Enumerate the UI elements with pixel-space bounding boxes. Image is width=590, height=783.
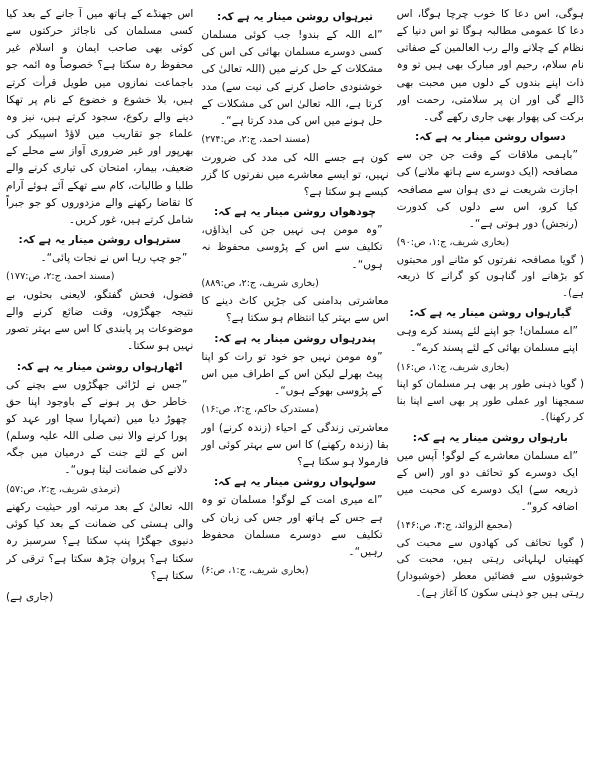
citation: (ترمذی شریف، ج:۲، ص:۵۷) (6, 483, 121, 495)
section-heading: اٹھارہواں روشن مینار یہ ہے کہ: (16, 360, 183, 373)
paragraph: معاشرتی بدامنی کی جڑیں کاٹ دینے کا اس سے بہتر کیا انتظام ہو سکتا ہے؟ (201, 295, 389, 325)
section-heading: تیرہواں روشن مینار یہ ہے کہ: (217, 11, 373, 23)
section-heading: بارہواں روشن مینار یہ ہے کہ: (412, 431, 568, 444)
column-left (6, 6, 193, 779)
section-heading: گیارہواں روشن مینار یہ ہے کہ: (409, 307, 572, 320)
paragraph: ہوگی، اس دعا کا خوب چرچا ہوگا، اس دعا کا عمومی مطالبہ ہوگا تو اس دنیا کے نظام کے چلانے والے رب العالمین کے صفاتی نام سلام، رحیم اور مبارک بھی ہیں تو وہ ذات اپنے بندوں کے دلوں میں محبت بھی ڈالے گی اور ان پر سلامتی، رحمت اور برکت کی پھوار بھی جاری رکھے گی۔ (396, 8, 584, 123)
column-right (397, 6, 584, 779)
paragraph: معاشرتی زندگی کے احیاء (زندہ کرنے) اور بقا (زندہ رکھنے) کا اس سے بہتر کوئی اور فارمولا ہو سکتا ہے؟ (201, 421, 389, 469)
continued-note: (جاری ہے) (6, 590, 54, 603)
section-heading: سترہواں روشن مینار یہ ہے کہ: (18, 234, 181, 247)
explanatory-note: ( گویا تحائف کی کھادوں سے محبت کی کھیتیاں لہلہاتی رہتی ہیں، محبت کی خوشبوؤں سے فضائیں معطر (خوشبودار) رہتی ہیں جو ذہنی سکون کا آغاز ہے)۔ (396, 537, 584, 599)
hadith-quote: ”جو چپ رہا اس نے نجات پائی“۔ (40, 252, 188, 265)
citation: (مجمع الزوائد، ج:۴، ص:۱۴۶) (396, 520, 513, 532)
explanatory-note: ( گویا ذہنی طور پر بھی ہر مسلمان کو اپنا سمجھنا اور عملی طور پر بھی اسے اپنا بنا کر رکھنا)۔ (396, 379, 584, 424)
citation: (بخاری شریف، ج:۱، ص:۹۰) (396, 237, 510, 249)
citation: (مسند احمد، ج:۲، ص:۲۷۴) (201, 134, 310, 146)
paragraph: فضول، فحش گفتگو، لایعنی بحثوں، بے نتیجہ جھگڑوں، وقت ضائع کرنے والے موضوعات پر پابندی کا اس سے بہتر تصور نہیں ہو سکتا۔ (6, 288, 194, 353)
hadith-quote: ”وہ مومن ہی نہیں جن کی ایذاؤں، تکلیف سے اس کے پڑوسی محفوظ نہ ہوں“۔ (201, 224, 383, 271)
hadith-quote: ”اے اللہ کے بندو! جب کوئی مسلمان کسی دوسرے مسلمان بھائی کی اس کی مشکلات کے حل کرنے میں (اللہ تعالیٰ کی خوشنودی حاصل کرنے کی نیت سے) مدد کرتا ہے، اللہ تعالیٰ اس کی مشکلات کے حل ہونے میں اس کی مدد کرتا ہے“۔ (201, 29, 383, 127)
citation: (بخاری شریف، ج:۱، ص:۱۶) (396, 361, 510, 373)
hadith-quote: ”اے مسلمان! جو اپنے لئے پسند کرے وہی اپنے مسلمان بھائی کے لئے پسند کرے“۔ (396, 325, 578, 355)
section-heading: چودھواں روشن مینار یہ ہے کہ: (214, 206, 376, 219)
section-heading: سولہواں روشن مینار یہ ہے کہ: (213, 476, 377, 489)
hadith-quote: ”جس نے لڑائی جھگڑوں سے بچنے کی خاطر حق پر ہونے کے باوجود اپنا حق چھوڑ دیا میں (تمہارا سچا اور عہد کو پورا کرنے والا نبی صلی اللہ علیہ وسلم) اس کے لئے جنت کے درمیان میں جگہ دلانے کی ضمانت لیتا ہوں“۔ (6, 378, 188, 477)
hadith-quote: ”اے میری امت کے لوگو! مسلمان تو وہ ہے جس کے ہاتھ اور جس کی زبان کی تکلیف سے دوسرے مسلمان محفوظ رہیں“۔ (201, 494, 383, 558)
paragraph: کون ہے جسے اللہ کی مدد کی ضرورت نہیں، تو ایسے معاشرے میں نفرتوں کا گزر کیسے ہو سکتا ہے؟ (201, 151, 389, 198)
hadith-quote: ”باہمی ملاقات کے وقت جن جن سے مصافحہ (ایک دوسرے سے ہاتھ ملانے) کی اجازت شریعت نے دی ہوان سے مصافحہ کیا کرو، اس سے دلوں کی کدورت (رنجش) دور ہوتی ہے“۔ (396, 149, 578, 230)
paragraph: اس جھنڈے کے ہاتھ میں آ جانے کے بعد کیا کسی مسلمان کی ناجائز حرکتوں سے کوئی بھی صاحب ایمان و اسلام غیر محفوظ رہ سکتا ہے؟ خصوصاً وہ ائمہ جو باجماعت نمازوں میں طویل قرأت کرتے ہیں، بلا خشوع و خضوع کے نام پر تھکا دینے والے رکوع، سجود کرتے ہیں، نیز وہ علماء جو تقاریب میں لاؤڈ اسپیکر کی بھرپور اور غیر ضروری آواز سے محلے کے ضعیف، بیمار، امتحان کی تیاری کرنے والے طلبا و طالبات، کام سے تھکے آئے ہوئے آرام کا تقاضا رکھنے والے مزدوروں کو جو جبراً شامل کرتے ہیں، غور کریں۔ (6, 8, 194, 226)
section-heading: دسواں روشن مینار یہ ہے کہ: (414, 131, 566, 144)
text-columns (6, 6, 584, 779)
citation: (مستدرک حاکم، ج:۲، ص:۱۶) (201, 404, 319, 416)
citation: (بخاری شریف، ج:۱، ص:۶) (201, 564, 309, 576)
column-middle (201, 6, 388, 779)
section-heading: پندرہواں روشن مینار یہ ہے کہ: (214, 332, 376, 345)
hadith-quote: ”وہ مومن نہیں جو خود تو رات کو اپنا پیٹ بھرلے لیکن اس کے اطراف میں اس کے پڑوسی بھوکے ہوں“۔ (201, 350, 383, 398)
paragraph: اللہ تعالیٰ کے بعد مرتبہ اور حیثیت رکھنے والی ہستی کی ضمانت کے بعد کیا کوئی دنیوی جھگڑا پنپ سکتا ہے؟ سرسبز رہ سکتا ہے؟ پروان چڑھ سکتا ہے؟ ترقی کر سکتا ہے؟ (6, 501, 194, 582)
explanatory-note: ( گویا مصافحہ نفرتوں کو مٹانے اور محبتوں کو بڑھانے اور گناہوں کو گرانے کا ذریعہ ہے)۔ (396, 254, 584, 299)
hadith-quote: ”اے مسلمان معاشرے کے لوگو! آپس میں ایک دوسرے کو تحائف دو اور (اس کے ذریعہ سے) ایک دوسرے کی محبت میں اضافہ کرو“۔ (396, 449, 578, 514)
citation: (بخاری شریف، ج:۲، ص:۸۸۹) (201, 277, 319, 289)
citation: (مسند احمد، ج:۲، ص:۱۷۷) (6, 271, 115, 283)
